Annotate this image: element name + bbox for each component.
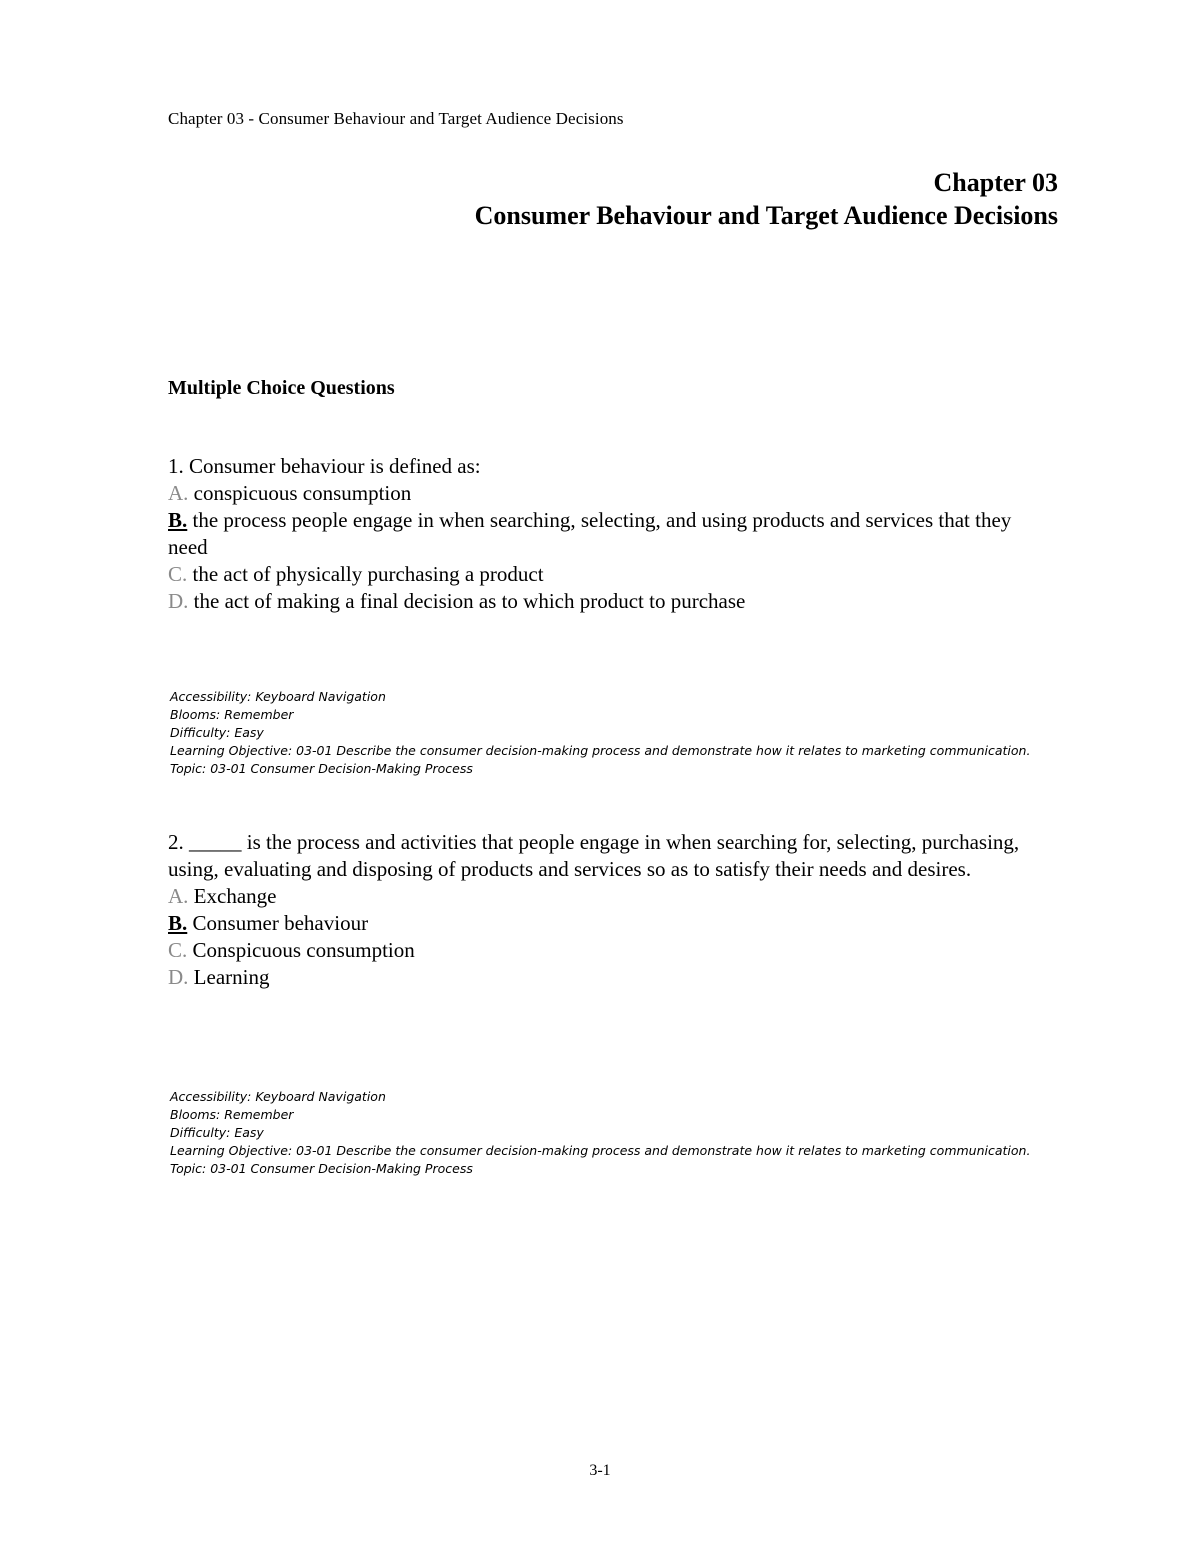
chapter-title [475, 166, 1058, 232]
option-letter: C. [168, 562, 188, 586]
question-2-metadata [170, 1088, 1030, 1178]
option-b-correct [168, 910, 1048, 937]
meta-blooms: Blooms: Remember [170, 707, 294, 722]
meta-learning-objective: Learning Objective: 03-01 Describe the consumer decision-making process and demonstrate how it relates to marketing communication. [170, 1143, 1031, 1158]
option-text: the process people engage in when searching, selecting, and using products and services that they need [168, 508, 1012, 559]
chapter-name: Consumer Behaviour and Target Audience Decisions [474, 201, 1058, 230]
option-letter: B. [168, 911, 188, 935]
option-b-correct [168, 507, 1048, 561]
running-header: Chapter 03 - Consumer Behaviour and Target Audience Decisions [168, 109, 624, 128]
page-number: 3-1 [589, 1462, 611, 1479]
question-stem: 1. Consumer behaviour is defined as: [168, 454, 481, 478]
option-text: Conspicuous consumption [187, 938, 415, 962]
question-1 [168, 453, 1048, 615]
meta-blooms: Blooms: Remember [170, 1107, 294, 1122]
section-heading: Multiple Choice Questions [168, 377, 395, 399]
option-letter: A. [168, 481, 189, 505]
question-2 [168, 829, 1048, 991]
question-stem: 2. _____ is the process and activities that people engage in when searching for, selecting, purchasing, using, evaluating and disposing of products and services so as to satisfy their needs and desires. [168, 830, 1020, 881]
option-text: the act of physically purchasing a product [187, 562, 544, 586]
option-text: the act of making a final decision as to which product to purchase [188, 589, 746, 613]
meta-topic: Topic: 03-01 Consumer Decision-Making Process [170, 1161, 473, 1176]
option-letter: D. [168, 965, 189, 989]
option-letter: B. [168, 508, 188, 532]
option-a [168, 480, 1048, 507]
option-text: Consumer behaviour [187, 911, 369, 935]
option-d [168, 964, 1048, 991]
meta-topic: Topic: 03-01 Consumer Decision-Making Process [170, 761, 473, 776]
option-text: Learning [188, 965, 270, 989]
option-text: conspicuous consumption [188, 481, 412, 505]
option-letter: C. [168, 938, 188, 962]
chapter-number: Chapter 03 [933, 168, 1058, 197]
option-d [168, 588, 1048, 615]
option-a [168, 883, 1048, 910]
meta-accessibility: Accessibility: Keyboard Navigation [170, 689, 386, 704]
meta-learning-objective: Learning Objective: 03-01 Describe the consumer decision-making process and demonstrate how it relates to marketing communication. [170, 743, 1031, 758]
option-letter: D. [168, 589, 189, 613]
meta-accessibility: Accessibility: Keyboard Navigation [170, 1089, 386, 1104]
option-letter: A. [168, 884, 189, 908]
option-c [168, 561, 1048, 588]
meta-difficulty: Difficulty: Easy [170, 725, 264, 740]
option-c [168, 937, 1048, 964]
option-text: Exchange [188, 884, 277, 908]
question-1-metadata [170, 688, 1030, 778]
meta-difficulty: Difficulty: Easy [170, 1125, 264, 1140]
